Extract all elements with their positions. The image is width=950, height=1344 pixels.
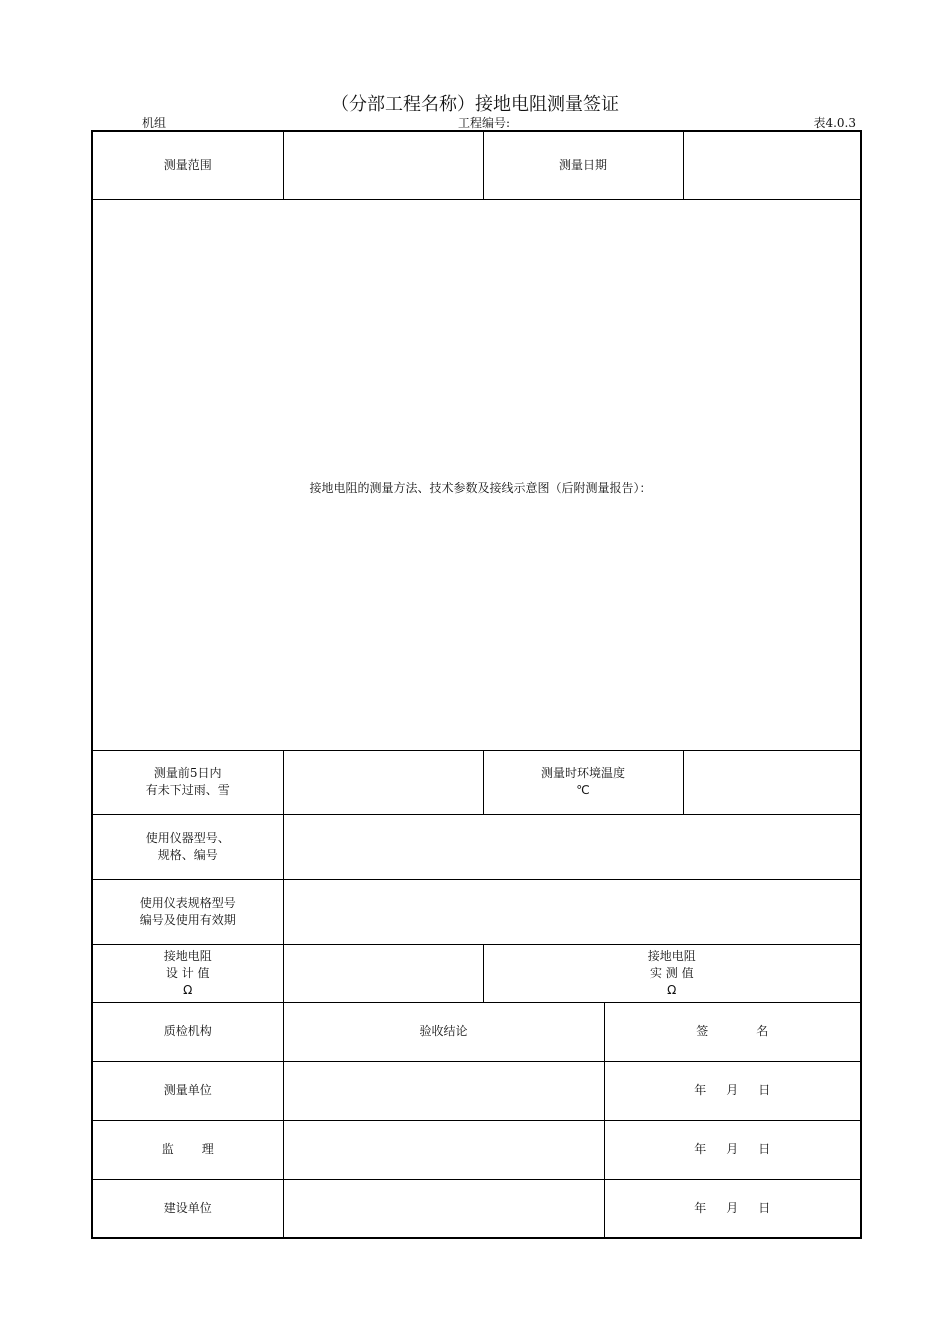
month-label: 月 (726, 1142, 739, 1156)
design-value-cell[interactable] (283, 944, 483, 1002)
temperature-label-line1: 测量时环境温度 (541, 766, 626, 780)
form-row-resistance (92, 944, 861, 1002)
weather-label-line1: 测量前5日内 (153, 766, 222, 780)
weather-label-line2: 有未下过雨、雪 (145, 783, 230, 797)
temperature-label (483, 750, 683, 814)
instrument-label (92, 814, 283, 879)
day-label: 日 (758, 1083, 771, 1097)
range-label: 测量范围 (92, 131, 283, 199)
form-row-weather (92, 750, 861, 814)
form-row-sign-header (92, 1002, 861, 1061)
conclusion-label: 验收结论 (283, 1002, 604, 1061)
form-row-instrument (92, 814, 861, 879)
supervision-sign-cell[interactable] (604, 1120, 861, 1179)
year-label: 年 (694, 1142, 707, 1156)
unit-suffix: 机组 (142, 116, 167, 130)
month-label: 月 (726, 1083, 739, 1097)
range-value-cell[interactable] (283, 131, 483, 199)
measuring-unit-conclusion-cell[interactable] (283, 1061, 604, 1120)
temperature-value-cell[interactable] (683, 750, 861, 814)
page-title: （分部工程名称）接地电阻测量签证 (331, 94, 619, 115)
owner-sign-cell[interactable] (604, 1179, 861, 1238)
supervision-label (92, 1120, 283, 1179)
form-row-owner (92, 1179, 861, 1238)
measured-unit: Ω (667, 982, 677, 997)
date-value-cell[interactable] (683, 131, 861, 199)
year-label: 年 (694, 1083, 707, 1097)
owner-label: 建设单位 (92, 1179, 283, 1238)
instrument-label-line1: 使用仪器型号、 (145, 830, 230, 845)
weather-label (92, 750, 283, 814)
instrument-label-line2: 规格、编号 (157, 847, 218, 862)
supervision-char-a: 监 (161, 1142, 174, 1156)
supervision-conclusion-cell[interactable] (283, 1120, 604, 1179)
form-row-supervision (92, 1120, 861, 1179)
year-label: 年 (694, 1200, 707, 1215)
measured-label-line1: 接地电阻 (647, 948, 696, 963)
measuring-unit-sign-cell[interactable] (604, 1061, 861, 1120)
meter-label (92, 879, 283, 944)
measurement-form-table (91, 130, 862, 1239)
instrument-value-cell[interactable] (283, 814, 861, 879)
weather-value-cell[interactable] (283, 750, 483, 814)
temperature-unit: ℃ (576, 783, 590, 797)
day-label: 日 (758, 1142, 771, 1156)
signature-label (604, 1002, 861, 1061)
unit-field (92, 114, 166, 131)
method-cell[interactable] (92, 199, 861, 750)
form-row-method (92, 199, 861, 750)
meter-label-line2: 编号及使用有效期 (139, 912, 236, 927)
supervision-char-b: 理 (201, 1142, 214, 1156)
form-row-range (92, 131, 861, 199)
design-label-line2: 设 计 值 (165, 965, 210, 980)
date-label: 测量日期 (483, 131, 683, 199)
measured-value-cell[interactable] (483, 944, 861, 1002)
day-label: 日 (758, 1200, 771, 1215)
design-label-line1: 接地电阻 (163, 948, 212, 963)
form-row-measuring-unit (92, 1061, 861, 1120)
meter-value-cell[interactable] (283, 879, 861, 944)
design-unit: Ω (183, 982, 193, 997)
design-value-label (92, 944, 283, 1002)
project-no-label: 工程编号: (458, 116, 511, 130)
measuring-unit-label: 测量单位 (92, 1061, 283, 1120)
meter-label-line1: 使用仪表规格型号 (139, 895, 236, 910)
method-label: 接地电阻的测量方法、技术参数及接线示意图（后附测量报告）： (309, 481, 652, 495)
signature-char-a: 签 (696, 1024, 709, 1038)
form-row-meter (92, 879, 861, 944)
month-label: 月 (726, 1200, 739, 1215)
qc-org-label: 质检机构 (92, 1002, 283, 1061)
owner-conclusion-cell[interactable] (283, 1179, 604, 1238)
form-number: 表4.0.3 (813, 116, 856, 130)
measured-label-line2: 实 测 值 (649, 965, 694, 980)
signature-char-b: 名 (756, 1024, 769, 1038)
